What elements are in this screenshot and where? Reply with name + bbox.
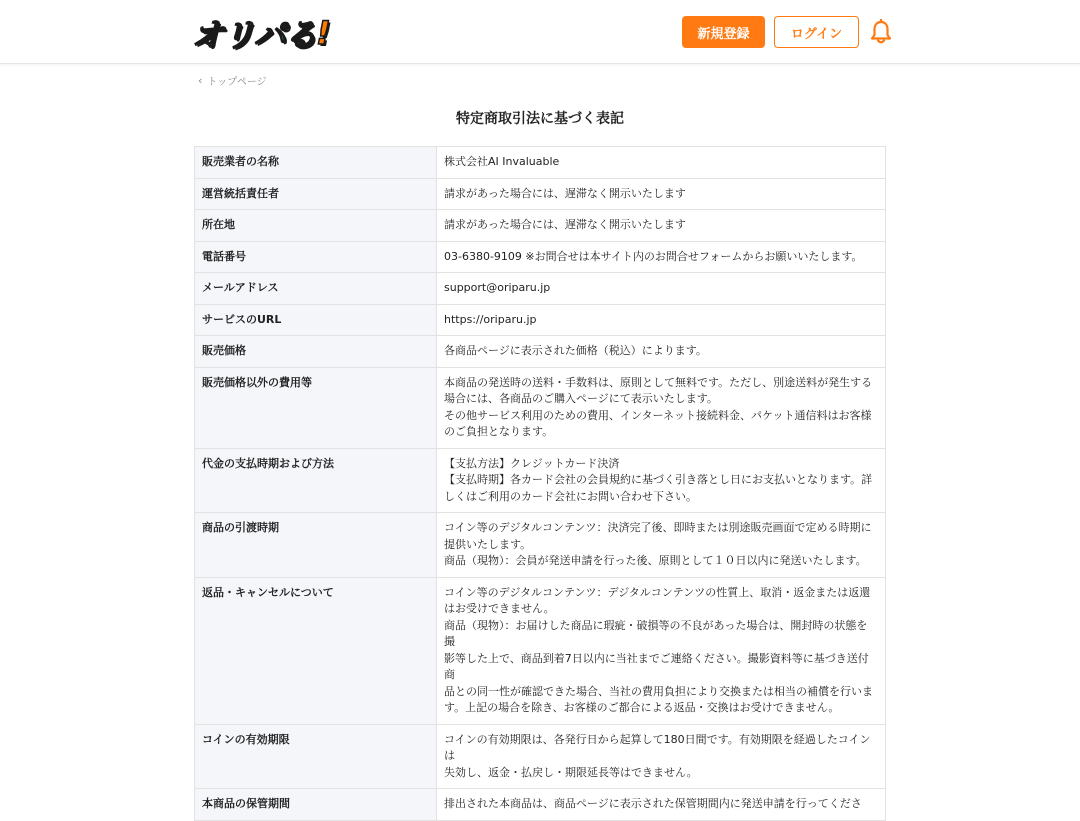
row-value-line: コインの有効期限は、各発行日から起算して180日間です。有効期限を経過したコインは [444, 732, 871, 762]
row-value [437, 789, 886, 821]
row-label: 商品の引渡時期 [195, 513, 437, 578]
row-value-line: コイン等のデジタルコンテンツ：デジタルコンテンツの性質上、取消・返金または返還 [444, 585, 871, 599]
row-value-line: 【支払方法】クレジットカード決済 [444, 456, 620, 470]
site-header [0, 0, 1080, 64]
row-value [437, 147, 886, 179]
table-row [195, 210, 886, 242]
row-value [437, 513, 886, 578]
table-row [195, 448, 886, 513]
table-row [195, 724, 886, 789]
row-value-line: 場合には、各商品のご購入ページにて表示いたします。 [444, 392, 718, 405]
row-value-line: 本商品の発送時の送料・手数料は、原則として無料です。ただし、別途送料が発生する [444, 375, 873, 389]
table-row [195, 367, 886, 448]
row-value-line: 各商品ページに表示された価格（税込）によります。 [444, 344, 707, 357]
row-value-line: support@oriparu.jp [444, 281, 551, 294]
row-value-line: 商品（現物）：お届けした商品に瑕疵・破損等の不良があった場合は、開封時の状態を撮 [444, 618, 868, 648]
row-value-line: https://oriparu.jp [444, 312, 537, 326]
row-value [437, 178, 886, 210]
table-row [195, 513, 886, 578]
row-value-line: コイン等のデジタルコンテンツ：決済完了後、即時または別途販売画面で定める時期に [444, 521, 872, 534]
logo-char-1: オ [192, 16, 224, 54]
row-value [437, 724, 886, 789]
bell-icon[interactable] [868, 18, 894, 46]
row-label: 本商品の保管期間 [195, 789, 437, 821]
table-row [195, 789, 886, 821]
row-label: 電話番号 [195, 241, 437, 273]
row-label: 代金の支払時期および方法 [195, 448, 437, 513]
logo-char-5: ! [316, 14, 330, 52]
row-label: 所在地 [195, 210, 437, 242]
table-row [195, 304, 886, 336]
row-value-line: はお受けできません。 [444, 602, 555, 615]
row-value-line: 提供いたします。 [444, 537, 532, 551]
row-value-line: しくはご利用のカード会社にお問い合わせ下さい。 [444, 489, 697, 503]
row-label: 販売価格 [195, 336, 437, 368]
chevron-left-icon: ‹ [198, 73, 203, 87]
row-value-line: 排出された本商品は、商品ページに表示された保管期間内に発送申請を行ってくださ [444, 797, 862, 810]
row-label: 運営統括責任者 [195, 178, 437, 210]
row-value [437, 210, 886, 242]
row-label: サービスのURL [195, 304, 437, 336]
row-value-line: 請求があった場合には、遅滞なく開示いたします [444, 186, 686, 200]
row-label: コインの有効期限 [195, 724, 437, 789]
row-label: 販売価格以外の費用等 [195, 367, 437, 448]
row-value-line: 商品（現物）：会員が発送申請を行った後、原則として１０日以内に発送いたします。 [444, 554, 867, 567]
row-value [437, 336, 886, 368]
row-value [437, 241, 886, 273]
page-title: 特定商取引法に基づく表記 [456, 111, 624, 127]
row-value-line: 株式会社AI Invaluable [444, 155, 560, 168]
logo-char-3: パ [254, 16, 286, 54]
login-button[interactable]: ログイン [774, 16, 859, 48]
logo-char-4: る [285, 16, 317, 54]
row-value-line: す。上記の場合を除き、お客様のご都合による返品・交換はお受けできません。 [444, 701, 840, 714]
table-row [195, 273, 886, 305]
row-value-line: その他サービス利用のための費用、インターネット接続料金、パケット通信料はお客様 [444, 408, 872, 422]
row-value [437, 304, 886, 336]
row-value [437, 367, 886, 448]
logo-char-2: リ [223, 16, 255, 54]
row-value-line: 03-6380-9109 ※お問合せは本サイト内のお問合せフォームからお願いいたします。 [444, 249, 863, 263]
row-label: 返品・キャンセルについて [195, 577, 437, 724]
row-label: メールアドレス [195, 273, 437, 305]
row-value-line: 請求があった場合には、遅滞なく開示いたします [444, 218, 686, 231]
row-value-line: 失効し、返金・払戻し・期限延長等はできません。 [444, 765, 698, 779]
row-value-line: のご負担となります。 [444, 425, 554, 438]
row-value [437, 448, 886, 513]
row-value-line: 【支払時期】各カード会社の会員規約に基づく引き落とし日にお支払いとなります。詳 [444, 473, 873, 486]
register-button[interactable]: 新規登録 [682, 16, 765, 48]
row-value [437, 273, 886, 305]
table-row [195, 241, 886, 273]
table-row [195, 577, 886, 724]
breadcrumb [198, 72, 267, 88]
row-label: 販売業者の名称 [195, 147, 437, 179]
row-value-line: 品との同一性が確認できた場合、当社の費用負担により交換または相当の補償を行いま [444, 684, 873, 698]
legal-table-body [195, 147, 886, 821]
row-value-line: 影等した上で、商品到着7日以内に当社までご連絡ください。撮影資料等に基づき送付商 [444, 651, 869, 681]
breadcrumb-link-top[interactable]: トップページ [207, 76, 267, 88]
table-row [195, 336, 886, 368]
legal-table [194, 146, 886, 821]
table-row [195, 147, 886, 179]
table-row [195, 178, 886, 210]
row-value [437, 577, 886, 724]
site-logo[interactable] [192, 14, 342, 52]
